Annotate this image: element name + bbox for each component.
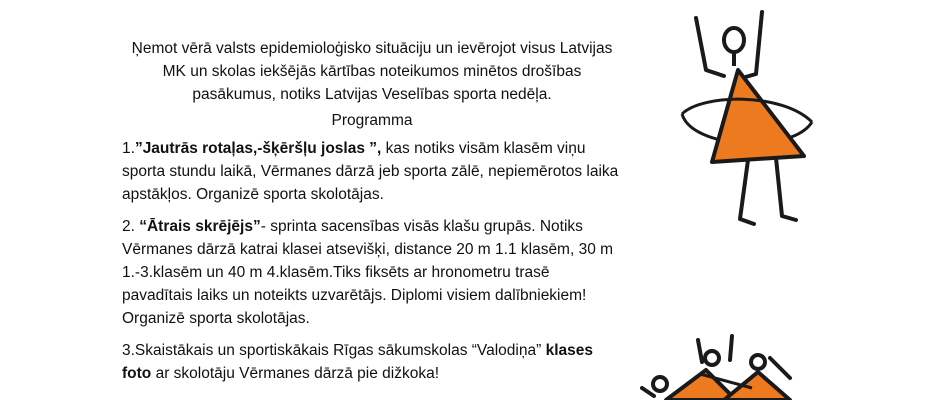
intro-paragraph <box>122 37 622 106</box>
triangle-figures-group-illustration <box>640 322 820 400</box>
program-heading: Programma <box>331 112 413 129</box>
item-title: klases foto <box>122 342 593 382</box>
intro-line: pasākumus, notiks Latvijas Veselības sporta nedēļa. <box>192 86 552 103</box>
group-figures-icon <box>640 322 820 400</box>
item-text: - sprinta sacensības visās klašu grupās. Notiks Vērmanes dārzā katrai klasei atsevišķi, distance 20 m 1.1 klasēm, 30 m 1.-3.klasēm un 40 m 4.klasēm.Tiks fiksēts ar hronometru trasē pavadītais laiks un noteikts uzvarētājs. Diplomi visiem dalībniekiem! Organizē sporta skolotājas. <box>122 218 614 327</box>
item-prefix: 3.Skaistākais un sportiskākais Rīgas sākumskolas “Valodiņa” <box>122 342 546 359</box>
item-title: ”Jautrās rotaļas,-šķēršļu joslas ”, <box>134 140 382 157</box>
intro-line: Ņemot vērā valsts epidemioloģisko situāciju un ievērojot visus Latvijas <box>131 40 613 57</box>
program-item-2 <box>122 215 622 330</box>
item-text: ar skolotāju Vērmanes dārzā pie dižkoka! <box>151 365 440 382</box>
hoop-figure-icon <box>672 4 822 249</box>
item-prefix: 2. <box>122 218 140 235</box>
program-item-1 <box>122 137 622 206</box>
triangle-figure-hoop-illustration <box>672 4 822 249</box>
item-prefix: 1. <box>122 140 135 157</box>
item-title: “Ātrais skrējējs” <box>139 218 261 235</box>
intro-line: MK un skolas iekšējās kārtības noteikumos minētos drošības <box>162 63 582 80</box>
program-item-3 <box>122 339 622 385</box>
document-body <box>122 37 622 394</box>
item-text: kas notiks visām klasēm viņu sporta stundu laikā, Vērmanes dārzā jeb sporta zālē, nepiemērotos laika apstākļos. Organizē sporta skolotājas. <box>122 140 619 203</box>
